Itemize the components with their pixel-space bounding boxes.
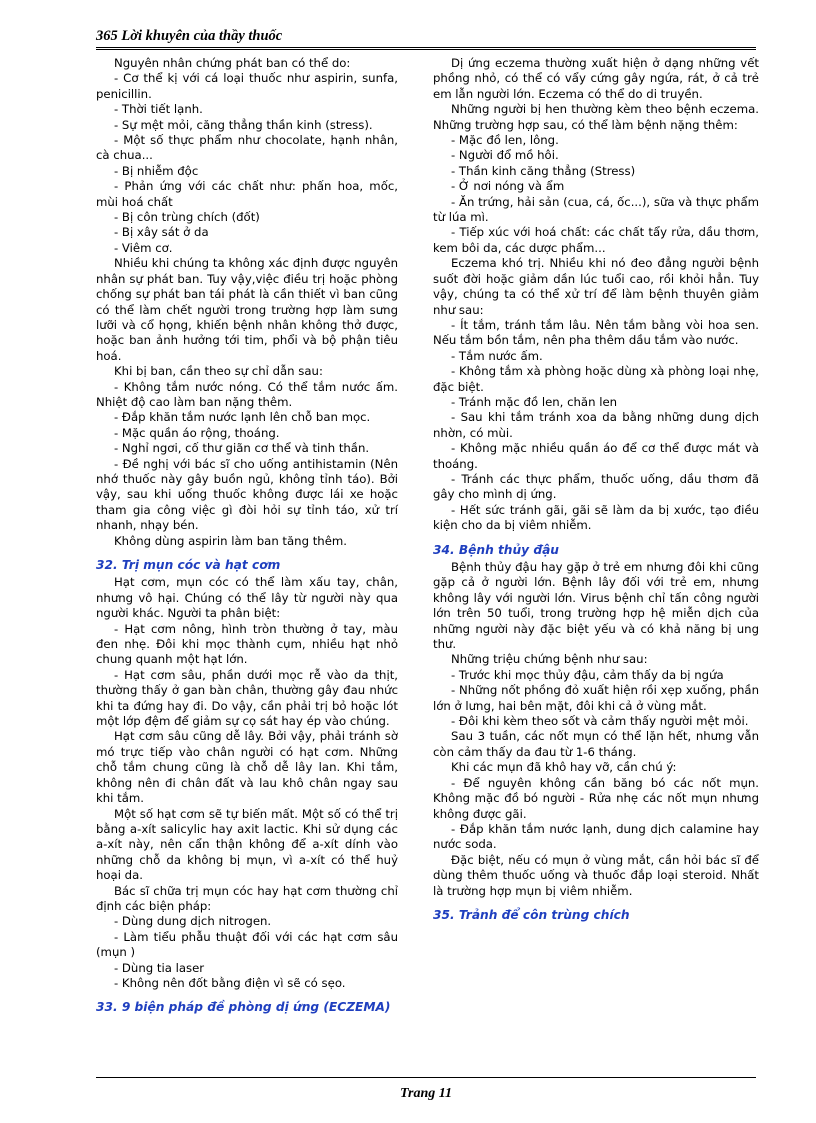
paragraph: Sau 3 tuần, các nốt mụn có thể lặn hết, nhưng vẫn còn cảm thấy da đau từ 1-6 tháng. <box>433 729 759 759</box>
section-heading: 33. 9 biện pháp đề phòng dị ứng (ECZEMA) <box>96 1000 391 1015</box>
paragraph: - Hạt cơm nông, hình tròn thường ở tay, màu đen nhẹ. Đôi khi mọc thành cụm, nhiều hạt nhỏ chung quanh một hạt lớn. <box>96 621 398 667</box>
paragraph: - Những nốt phồng đỏ xuất hiện rồi xẹp xuống, phần lớn ở lưng, hai bên mặt, đôi khi cả ở vùng mắt. <box>433 683 759 713</box>
paragraph: - Sự mệt mỏi, căng thẳng thần kinh (stress). <box>114 117 373 132</box>
page-footer <box>96 1077 756 1102</box>
paragraph: Bác sĩ chữa trị mụn cóc hay hạt cơm thường chỉ định các biện pháp: <box>96 883 398 913</box>
paragraph: - Ở nơi nóng và ẩm <box>451 179 565 194</box>
paragraph: Khi bị ban, cần theo sự chỉ dẫn sau: <box>114 364 323 379</box>
paragraph: - Phản ứng với các chất như: phấn hoa, mốc, mùi hoá chất <box>96 179 398 209</box>
section-heading: 32. Trị mụn cóc và hạt cơm <box>96 558 281 572</box>
paragraph: Một số hạt cơm sẽ tự biến mất. Một số có thể trị bằng a-xít salicylic hay axit lactic. Khi sử dụng các a-xít này, nên cẩn thận không để a-xít dính vào những chỗ da không bị mụn, vì a-xít có thể huỷ hoại da. <box>96 806 398 883</box>
paragraph: - Không tắm nước nóng. Có thể tắm nước ấm. Nhiệt độ cao làm ban nặng thêm. <box>96 379 398 409</box>
header-divider <box>96 47 756 50</box>
page-number: Trang 11 <box>400 1086 452 1101</box>
paragraph: - Tắm nước ấm. <box>451 348 543 363</box>
paragraph: - Bị xây sát ở da <box>114 225 209 240</box>
paragraph: - Làm tiểu phẫu thuật đối với các hạt cơm sâu (mụn ) <box>96 929 398 960</box>
paragraph: Khi các mụn đã khô hay vỡ, cần chú ý: <box>451 760 677 775</box>
paragraph: Hạt cơm, mụn cóc có thể làm xấu tay, chân, nhưng vô hại. Chúng có thể lây từ người này qua người khác. Người ta phân biệt: <box>96 575 398 621</box>
paragraph: - Để nguyên không cần băng bó các nốt mụn. Không mặc đồ bó người - Rửa nhẹ các nốt mụn nhưng không được gãi. <box>433 775 759 821</box>
page-header <box>96 28 756 50</box>
paragraph: - Bị côn trùng chích (đốt) <box>114 210 260 225</box>
footer-divider <box>96 1077 756 1078</box>
paragraph: - Dùng tia laser <box>114 960 205 975</box>
paragraph: Nguyên nhân chứng phát ban có thể do: <box>114 56 351 70</box>
paragraph: - Trước khi mọc thủy đậu, cảm thấy da bị ngứa <box>451 667 724 682</box>
paragraph: Những người bị hen thường kèm theo bệnh eczema. Những trường hợp sau, có thể làm bệnh nặng thêm: <box>433 102 759 132</box>
paragraph: - Không mặc nhiều quần áo để cơ thể được mát và thoáng. <box>433 441 759 471</box>
paragraph: - Đề nghị với bác sĩ cho uống antihistamin (Nên nhớ thuốc này gây buồn ngủ, không tỉnh táo). Bởi vậy, sau khi uống thuốc không được lái xe hoặc tham gia công việc gì đòi hỏi sự tỉnh táo, xử trí nhanh, nhạy bén. <box>96 456 398 533</box>
paragraph: - Tránh mặc đồ len, chăn len <box>451 394 618 409</box>
left-column <box>96 56 398 1018</box>
paragraph: - Một số thực phẩm như chocolate, hạnh nhân, cà chua... <box>96 133 398 163</box>
section-heading: 34. Bệnh thủy đậu <box>433 542 559 557</box>
paragraph: - Đôi khi kèm theo sốt và cảm thấy người mệt mỏi. <box>451 714 749 729</box>
paragraph: Không dùng aspirin làm ban tăng thêm. <box>114 533 348 548</box>
paragraph: - Hạt cơm sâu, phần dưới mọc rễ vào da thịt, thường thấy ở gan bàn chân, thường gây đau nhức khi ta đứng hay đi. Do vậy, cần phải trị bỏ hoặc lót một lớp đệm để giảm sự cọ sát hay ép vào chúng. <box>96 667 398 729</box>
paragraph: - Thời tiết lạnh. <box>114 102 203 117</box>
paragraph: Đặc biệt, nếu có mụn ở vùng mắt, cần hỏi bác sĩ để dùng thêm thuốc uống và thuốc đắp loại steroid. Nhất là trường hợp mụn bị viêm nhiễm. <box>433 852 759 898</box>
paragraph: - Không nên đốt bằng điện vì sẽ có sẹo. <box>114 975 346 990</box>
paragraph: - Đắp khăn tắm nước lạnh lên chỗ ban mọc. <box>114 410 371 425</box>
paragraph: - Ăn trứng, hải sản (cua, cá, ốc...), sữa và thực phẩm từ lúa mì. <box>433 194 759 225</box>
paragraph: Eczema khó trị. Nhiều khi nó đeo đẳng người bệnh suốt đời hoặc giảm dần lúc tuổi cao, rồi khỏi hẳn. Tuy vậy, chúng ta có thể xử trí để làm bệnh thuyên giảm như sau: <box>433 256 759 317</box>
paragraph: - Mặc đồ len, lông. <box>451 133 559 148</box>
book-title: 365 Lời khuyên của thầy thuốc <box>96 28 283 44</box>
paragraph: - Sau khi tắm tránh xoa da bằng những dung dịch nhờn, có mùi. <box>433 410 759 440</box>
paragraph: - Ít tắm, tránh tắm lâu. Nên tắm bằng vòi hoa sen. Nếu tắm bồn tắm, nên pha thêm dầu tắm vào nước. <box>433 317 759 348</box>
paragraph: - Mặc quần áo rộng, thoáng. <box>114 425 280 440</box>
paragraph: Dị ứng eczema thường xuất hiện ở dạng những vết phồng nhỏ, có thể có vẩy cứng gây ngứa, rát, ở cả trẻ em lẫn người lớn. Eczema có thể do di truyền. <box>433 56 759 101</box>
paragraph: - Người đổ mồ hôi. <box>451 148 559 163</box>
paragraph: - Nghỉ ngơi, cố thư giãn cơ thể và tinh thần. <box>114 441 370 456</box>
paragraph: - Cơ thể kị với cá loại thuốc như aspirin, sunfa, penicillin. <box>96 71 398 101</box>
paragraph: - Dùng dung dịch nitrogen. <box>114 914 272 929</box>
paragraph: Những triệu chứng bệnh như sau: <box>451 652 648 667</box>
paragraph: Bệnh thủy đậu hay gặp ở trẻ em nhưng đôi khi cũng gặp cả ở người lớn. Bệnh lây đối với trẻ em, nhưng không lây với người lớn. Virus bệnh chỉ tấn công người lớn trên 50 tuổi, trong trường hợp hệ miễn dịch của những người này đặc biệt yếu và có khả năng bị ung thư. <box>433 560 759 652</box>
paragraph: Nhiều khi chúng ta không xác định được nguyên nhân sự phát ban. Tuy vậy,việc điều trị hoặc phòng chống sự phát ban tái phát là cần thiết vì ban cũng có thể làm chết người trong trường hợp làm sưng lưỡi và cổ họng, khiến bệnh nhân không thở được, hoặc ban ảnh hưởng tới tim, phổi và bộ phận tiêu hoá. <box>96 256 398 363</box>
paragraph: Hạt cơm sâu cũng dễ lây. Bởi vậy, phải tránh sờ mó trực tiếp vào chân người có hạt cơm. Những chỗ tắm chung cũng là chỗ dễ lây lan. Khi tắm, không nên đi chân đất và lau khô chân ngay sau khi tắm. <box>96 729 398 806</box>
section-heading: 35. Trảnh để côn trùng chích <box>433 907 630 922</box>
paragraph: - Đắp khăn tắm nước lạnh, dung dịch calamine hay nước soda. <box>433 821 759 852</box>
paragraph: - Hết sức tránh gãi, gãi sẽ làm da bị xước, tạo điều kiện cho da bị viêm nhiễm. <box>433 502 759 533</box>
paragraph: - Thần kinh căng thẳng (Stress) <box>451 163 636 178</box>
paragraph: - Bị nhiễm độc <box>114 163 199 178</box>
paragraph: - Không tắm xà phòng hoặc dùng xà phòng loại nhẹ, đặc biệt. <box>433 364 759 394</box>
right-column <box>433 56 759 925</box>
paragraph: - Tránh các thực phẩm, thuốc uống, dầu thơm đã gây cho mình dị ứng. <box>433 471 759 502</box>
paragraph: - Tiếp xúc với hoá chất: các chất tẩy rửa, dầu thơm, kem bôi da, các dược phẩm... <box>433 225 759 255</box>
paragraph: - Viêm cơ. <box>114 240 173 255</box>
